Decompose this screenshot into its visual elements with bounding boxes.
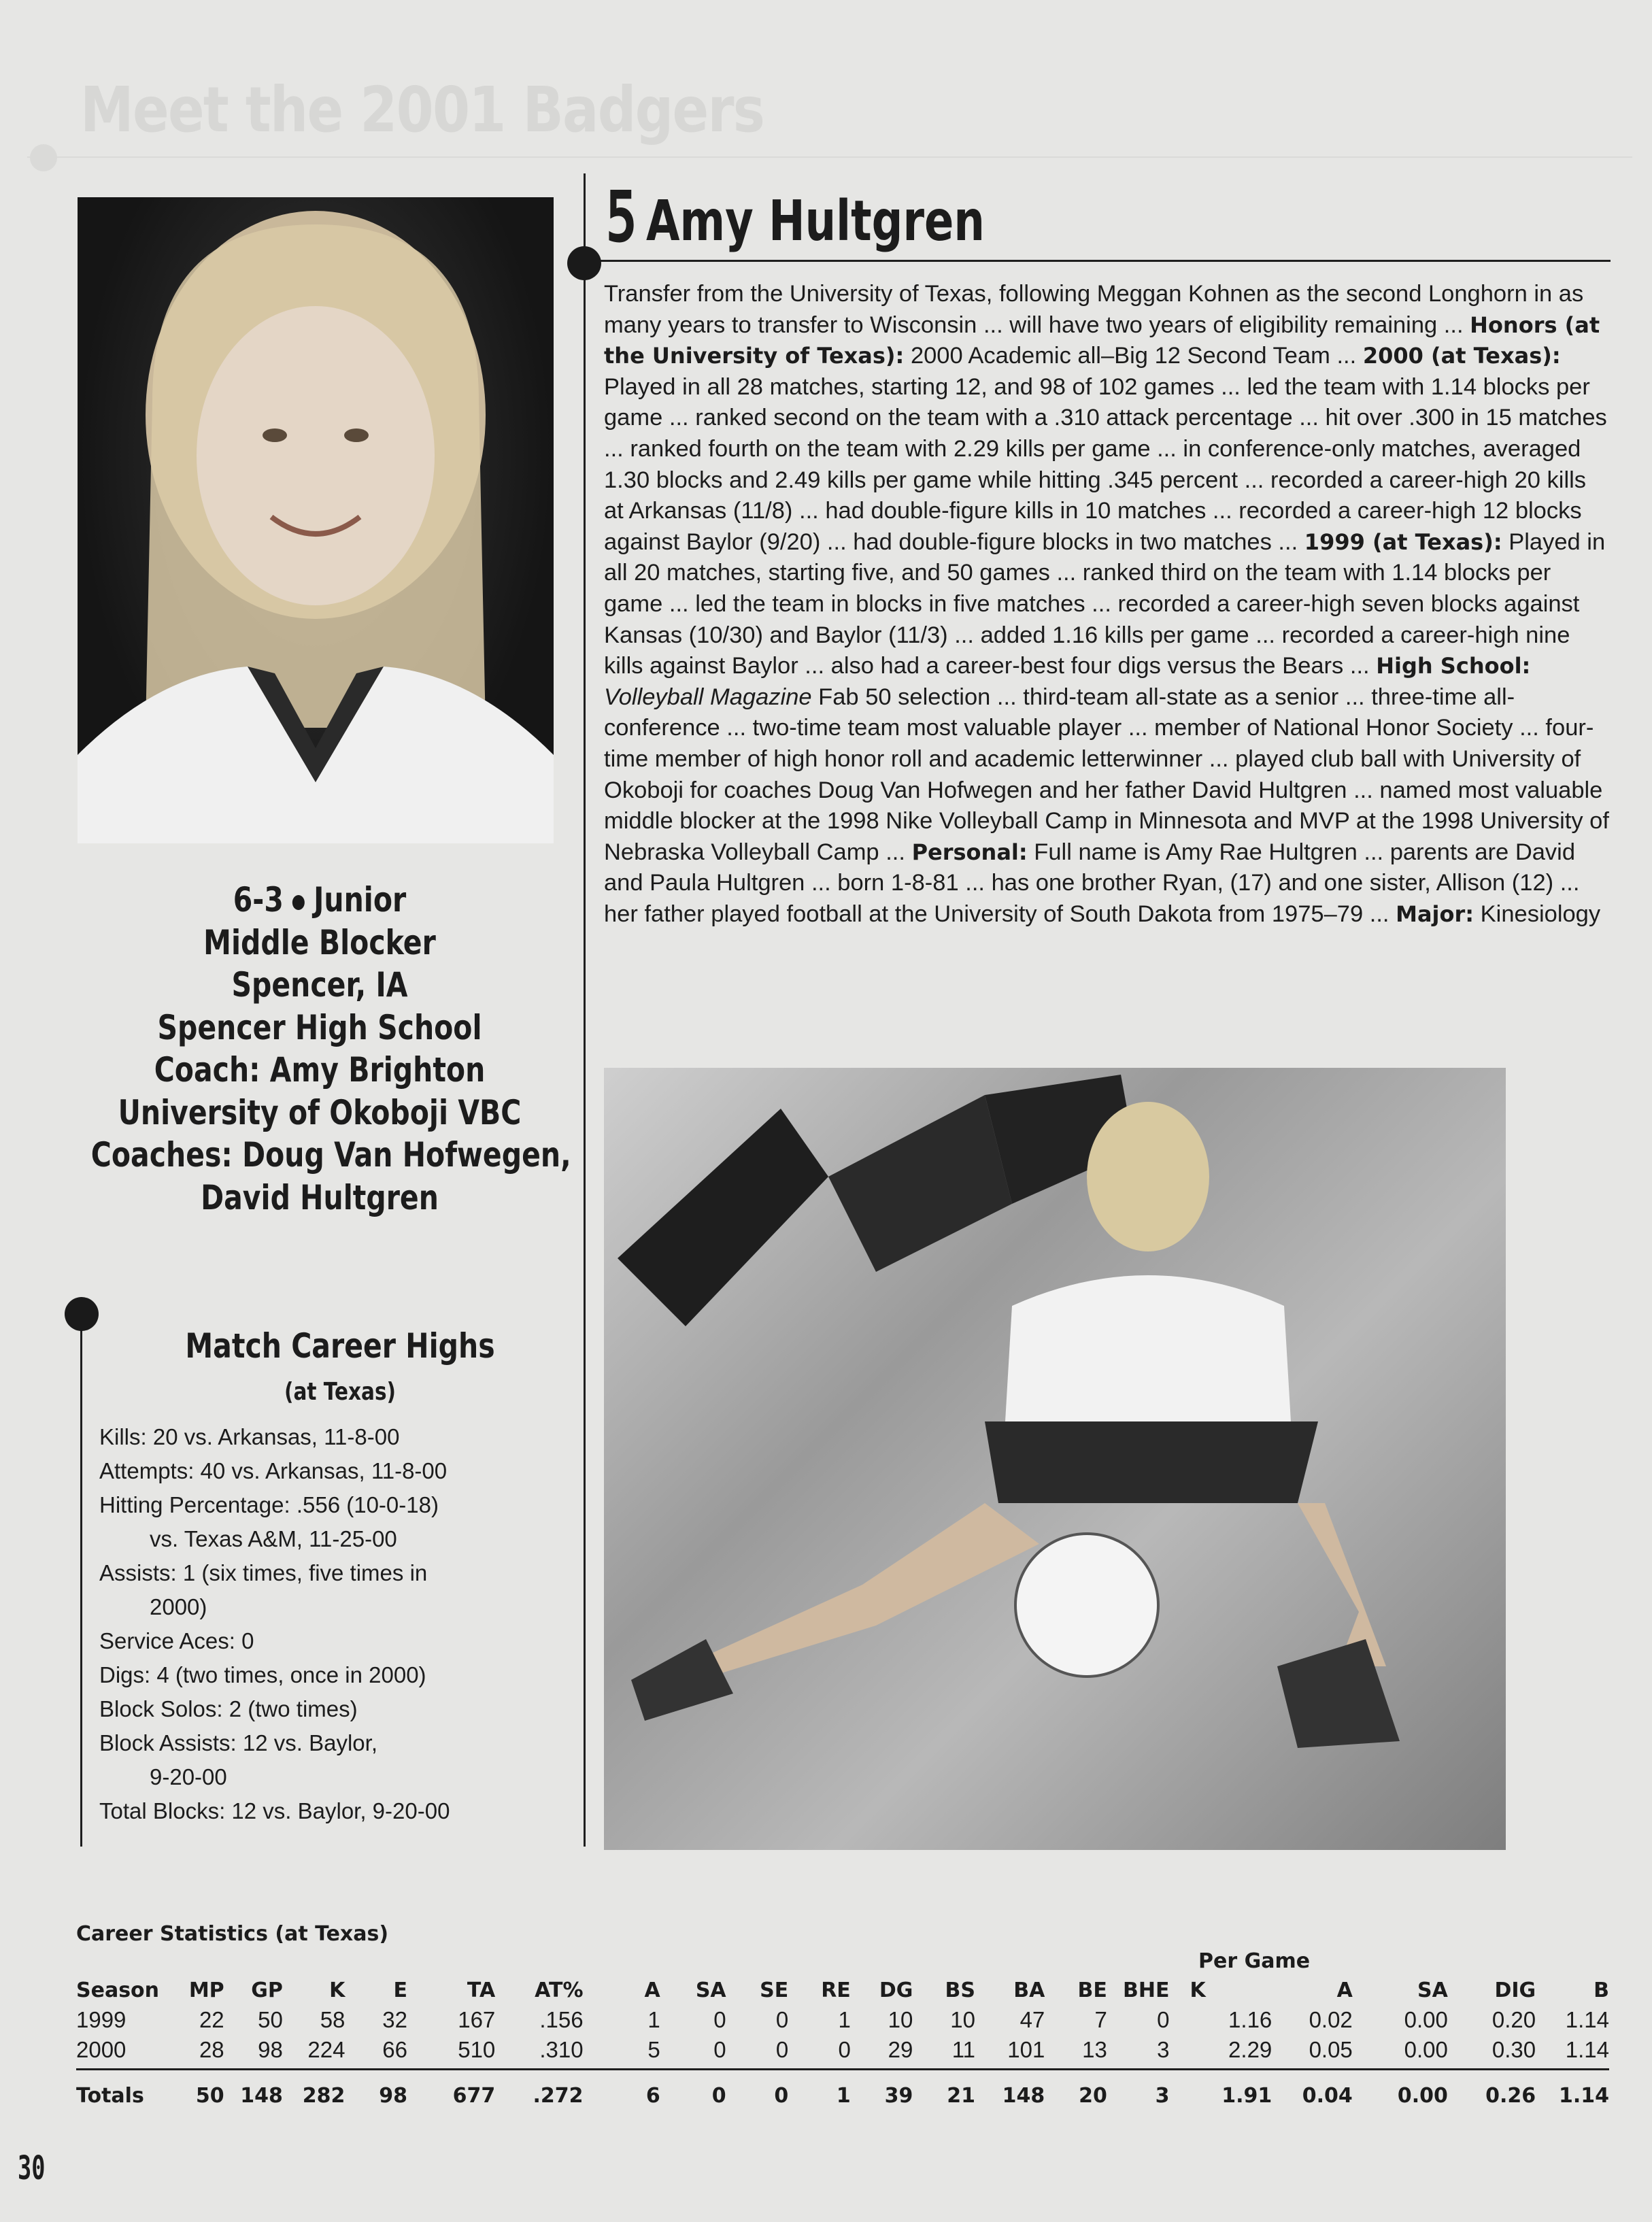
stat-cell: 32 <box>382 2007 407 2032</box>
col-header: DG <box>879 1978 913 2002</box>
high-assists: Assists: 1 (six times, five times in <box>99 1560 428 1585</box>
high-school-coach: Coach: Amy Brighton <box>154 1050 486 1090</box>
stat-cell: 1 <box>647 2007 660 2032</box>
stat-cell: 0.05 <box>1309 2037 1353 2062</box>
ghost-header-dot <box>30 144 57 171</box>
high-total-blocks: Total Blocks: 12 vs. Baylor, 9-20-00 <box>99 1798 450 1823</box>
height-class-line <box>91 879 548 922</box>
stat-cell: 2000 <box>76 2037 127 2062</box>
stat-cell: 0 <box>713 2007 726 2032</box>
career-highs-list <box>99 1420 589 1828</box>
stat-cell: 10 <box>950 2007 975 2032</box>
stat-cell: 11 <box>951 2037 975 2062</box>
col-header: BE <box>1077 1978 1107 2002</box>
stat-cell: 148 <box>240 2083 283 2108</box>
career-highs-subtitle: (at Texas) <box>284 1378 397 1406</box>
stat-cell: 677 <box>452 2083 496 2108</box>
col-header: K <box>1190 1978 1206 2002</box>
high-school: Spencer High School <box>157 1007 482 1047</box>
bio-heading-high-school: High School: <box>1376 653 1531 679</box>
club-coaches: Coaches: Doug Van Hofwegen, <box>90 1135 571 1175</box>
high-aces: Service Aces: 0 <box>99 1628 254 1653</box>
bio-heading-honors: Honors (at the University of Texas): <box>604 312 1600 369</box>
stat-cell: 0 <box>711 2083 726 2108</box>
high-hitting: Hitting Percentage: .556 (10-0-18) <box>99 1492 439 1517</box>
col-header: B <box>1594 1978 1609 2002</box>
stat-cell: 167 <box>458 2007 496 2032</box>
col-header: BS <box>945 1978 975 2002</box>
stat-cell: 20 <box>1079 2083 1107 2108</box>
col-header: SA <box>695 1978 726 2002</box>
col-header: E <box>393 1978 407 2002</box>
portrait-photo <box>78 197 554 843</box>
col-header: K <box>329 1978 345 2002</box>
ghost-header-rule <box>27 156 1632 158</box>
stat-cell: 29 <box>888 2037 913 2062</box>
club-team: University of Okoboji VBC <box>118 1092 522 1132</box>
stats-row-1999 <box>76 2005 1609 2035</box>
col-header: MP <box>188 1978 224 2002</box>
high-block-assists: Block Assists: 12 vs. Baylor, <box>99 1730 377 1755</box>
bio-heading-major: Major: <box>1396 900 1474 927</box>
stat-cell: 1 <box>836 2083 851 2108</box>
stat-cell: 0.30 <box>1491 2037 1536 2062</box>
stat-cell: 66 <box>382 2037 407 2062</box>
stat-cell: 282 <box>302 2083 345 2108</box>
col-header: TA <box>467 1978 496 2002</box>
stat-cell: 28 <box>199 2037 224 2062</box>
stats-table <box>76 1975 1609 2117</box>
career-highs-divider <box>80 1309 82 1847</box>
stat-cell: 0.00 <box>1397 2083 1448 2108</box>
player-bio <box>604 279 1611 930</box>
bio-honors: 2000 Academic all–Big 12 Second Team ... <box>910 343 1357 369</box>
name-underline <box>584 260 1611 262</box>
stat-cell: 0.20 <box>1491 2007 1536 2032</box>
stat-cell: 6 <box>645 2083 660 2108</box>
club-coaches-cont: David Hultgren <box>201 1177 439 1217</box>
high-block-assists-cont: 9-20-00 <box>150 1764 227 1789</box>
high-digs: Digs: 4 (two times, once in 2000) <box>99 1662 426 1687</box>
bullet-icon <box>292 895 305 910</box>
stat-cell: 21 <box>947 2083 975 2108</box>
stat-cell: Totals <box>76 2083 144 2108</box>
stat-cell: 22 <box>199 2007 224 2032</box>
stat-cell: 7 <box>1094 2007 1107 2032</box>
stat-cell: 47 <box>1019 2007 1045 2032</box>
class-year: Junior <box>314 880 407 920</box>
stat-cell: 510 <box>458 2037 496 2062</box>
stat-cell: 10 <box>888 2007 913 2032</box>
stat-cell: 0.00 <box>1404 2037 1448 2062</box>
bio-heading-personal: Personal: <box>911 839 1028 865</box>
career-highs-dot <box>65 1297 99 1331</box>
stat-cell: 0 <box>774 2083 789 2108</box>
stat-cell: 1.14 <box>1565 2007 1609 2032</box>
hometown: Spencer, IA <box>231 965 408 1005</box>
jersey-number: 5 <box>605 175 637 258</box>
stat-cell: 0 <box>775 2037 789 2062</box>
totals-rule <box>76 2068 1609 2070</box>
high-assists-cont: 2000) <box>150 1594 207 1619</box>
col-header: GP <box>251 1978 283 2002</box>
stat-cell: 0.02 <box>1309 2007 1353 2032</box>
stat-cell: .310 <box>539 2037 584 2062</box>
bio-heading-2000: 2000 (at Texas): <box>1362 343 1561 369</box>
stats-title: Career Statistics (at Texas) <box>76 1922 389 1946</box>
stat-cell: 0 <box>713 2037 726 2062</box>
high-kills: Kills: 20 vs. Arkansas, 11-8-00 <box>99 1424 400 1449</box>
col-header: BHE <box>1122 1978 1170 2002</box>
stat-cell: 0 <box>775 2007 789 2032</box>
col-header: Season <box>76 1978 160 2002</box>
stat-cell: 1.14 <box>1565 2037 1609 2062</box>
stat-cell: 1.16 <box>1228 2007 1272 2032</box>
stat-cell: 0.00 <box>1404 2007 1448 2032</box>
high-hitting-cont: vs. Texas A&M, 11-25-00 <box>150 1526 397 1551</box>
stat-cell: .156 <box>539 2007 584 2032</box>
stat-cell: .272 <box>533 2083 584 2108</box>
stat-cell: 1 <box>838 2007 851 2032</box>
player-profile <box>90 879 571 1219</box>
bio-personal: Full name is Amy Rae Hultgren ... parents are David and Paula Hultgren ... born 1-8-81 ... has one brother Ryan, (17) and one sister, Allison (12) ... her father played football at the University of South Dakota from 1975–79 ... <box>604 839 1580 927</box>
player-name: Amy Hultgren <box>646 189 985 254</box>
ghost-section-title: Meet the 2001 Badgers <box>80 73 764 146</box>
col-header: SE <box>760 1978 789 2002</box>
page-number: 30 <box>18 2149 46 2187</box>
stats-row-totals <box>76 2065 1609 2117</box>
stat-cell: 1.14 <box>1558 2083 1609 2108</box>
per-game-label: Per Game <box>1198 1949 1311 1973</box>
stat-cell: 0 <box>838 2037 851 2062</box>
col-header: A <box>1336 1978 1353 2002</box>
stat-cell: 1.91 <box>1221 2083 1272 2108</box>
bio-major: Kinesiology <box>1480 900 1601 927</box>
position: Middle Blocker <box>203 922 436 962</box>
stat-cell: 98 <box>258 2037 283 2062</box>
stat-cell: 2.29 <box>1228 2037 1272 2062</box>
stat-cell: 0 <box>1157 2007 1170 2032</box>
stat-cell: 3 <box>1157 2037 1170 2062</box>
col-header: AT% <box>535 1978 584 2002</box>
col-header: RE <box>821 1978 851 2002</box>
col-header: BA <box>1013 1978 1045 2002</box>
stat-cell: 50 <box>195 2083 224 2108</box>
bio-1999: Played in all 20 matches, starting five, and 50 games ... ranked third on the team with 1.14 blocks per game ... led the team in blocks in five matches ... recorded a career-high seven blocks against Kansas (10/30) and Baylor (11/3) ... added 1.16 kills per game ... recorded a career-high nine kills against Baylor ... also had a career-best four digs versus the Bears ... <box>604 528 1606 679</box>
stat-cell: 5 <box>647 2037 660 2062</box>
col-header: DIG <box>1494 1978 1536 2002</box>
high-attempts: Attempts: 40 vs. Arkansas, 11-8-00 <box>99 1458 448 1483</box>
stat-cell: 39 <box>884 2083 913 2108</box>
career-highs-title: Match Career Highs <box>185 1326 495 1366</box>
name-dot <box>567 246 601 280</box>
stat-cell: 0.04 <box>1302 2083 1353 2108</box>
stats-header-row <box>76 1975 1609 2005</box>
bio-intro: Transfer from the University of Texas, following Meggan Kohnen as the second Longhorn in as many years to transfer to Wisconsin ... will have two years of eligibility remaining ... <box>604 281 1584 338</box>
bio-2000: Played in all 28 matches, starting 12, and 98 of 102 games ... led the team with 1.14 blocks per game ... ranked second on the team with a .310 attack percentage ... hit over .300 in 15 matches ... ranked fourth on the team with 2.29 kills per game ... in conference-only matches, averaged 1.30 blocks and 2.49 kills per game while hitting .345 percent ... recorded a career-high 20 kills at Arkansas (11/8) ... had double-figure kills in 10 matches ... recorded a career-high 12 blocks against Baylor (9/20) ... had double-figure blocks in two matches ... <box>604 373 1607 555</box>
action-photo <box>604 1068 1506 1850</box>
bio-heading-1999: 1999 (at Texas): <box>1304 528 1502 555</box>
high-block-solos: Block Solos: 2 (two times) <box>99 1696 358 1721</box>
stat-cell: 58 <box>320 2007 345 2032</box>
height: 6-3 <box>233 880 284 920</box>
stat-cell: 1999 <box>76 2007 127 2032</box>
stats-row-2000 <box>76 2035 1609 2065</box>
stat-cell: 101 <box>1007 2037 1045 2062</box>
stat-cell: 98 <box>379 2083 407 2108</box>
bio-high-school: Fab 50 selection ... third-team all-state as a senior ... three-time all-conference ... two-time team most valuable player ... member of National Honor Society ... four-time member of high honor roll and academic letterwinner ... played club ball with University of Okoboji for coaches Doug Van Hofwegen and her father David Hultgren ... named most valuable middle blocker at the 1998 Nike Volleyball Camp in Minnesota and MVP at the 1998 University of Nebraska Volleyball Camp ... <box>604 684 1609 865</box>
stat-cell: 3 <box>1155 2083 1170 2108</box>
stat-cell: 148 <box>1002 2083 1045 2108</box>
stat-cell: 224 <box>307 2037 345 2062</box>
bio-magazine: Volleyball Magazine <box>604 684 812 710</box>
col-header: SA <box>1417 1978 1448 2002</box>
col-header: A <box>644 1978 660 2002</box>
stat-cell: 0.26 <box>1485 2083 1536 2108</box>
stat-cell: 13 <box>1082 2037 1107 2062</box>
stat-cell: 50 <box>258 2007 283 2032</box>
